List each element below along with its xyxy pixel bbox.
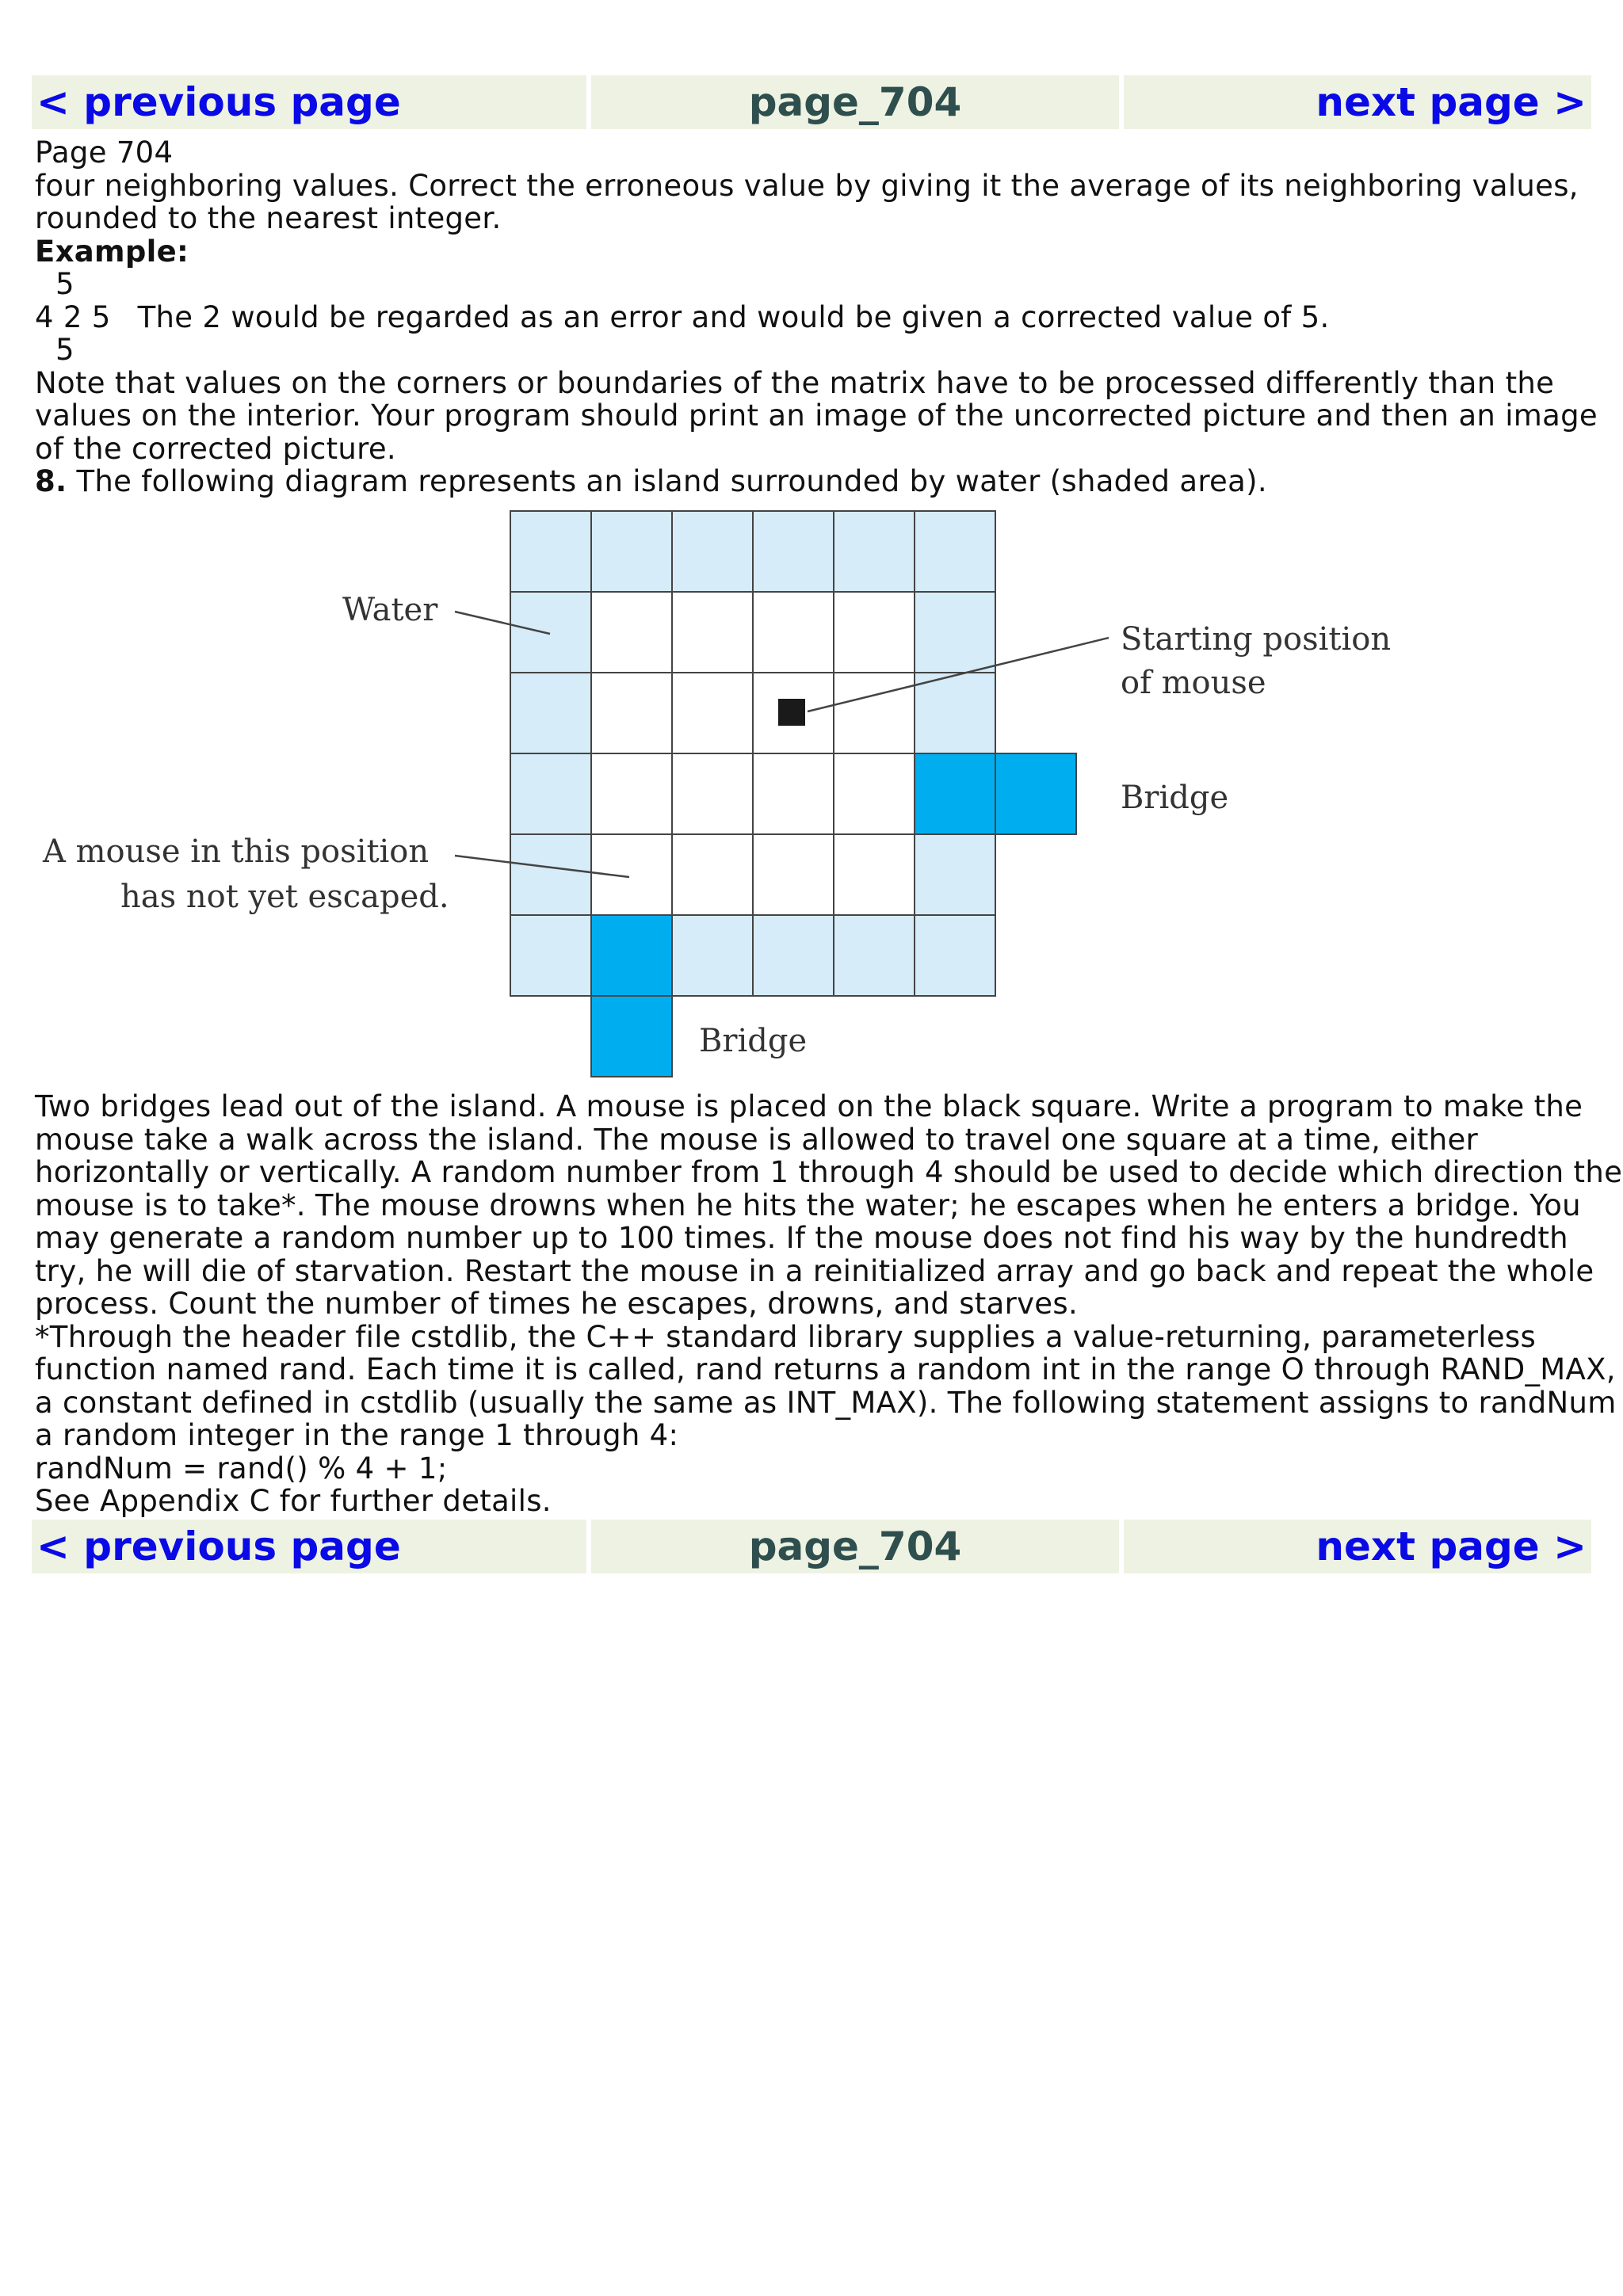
page-label: page_704	[591, 75, 1119, 129]
example-values: 4 2 5	[35, 299, 111, 334]
example-row	[35, 301, 1596, 334]
footnote-line: a constant defined in cstdlib (usually the same as INT_MAX). The following statement assigns to randNum	[35, 1385, 1617, 1420]
previous-page-link[interactable]: < previous page	[32, 75, 586, 129]
water-cell	[915, 511, 995, 592]
water-cell	[510, 753, 591, 834]
page-content-upper	[35, 136, 1596, 498]
starting-position-label-line2: of mouse	[1121, 665, 1266, 701]
water-cell	[591, 511, 672, 592]
page-number: Page 704	[35, 135, 174, 170]
paragraph-line: mouse is to take*. The mouse drowns when he hits the water; he escapes when he enters a bridge. You	[35, 1188, 1581, 1222]
example-explanation: The 2 would be regarded as an error and would be given a corrected value of 5.	[137, 299, 1330, 334]
bridge-extension-bottom	[591, 996, 672, 1077]
water-cell	[672, 915, 753, 996]
paragraph-line: Two bridges lead out of the island. A mouse is placed on the black square. Write a program to make the	[35, 1089, 1583, 1123]
water-cell	[753, 915, 834, 996]
example-bottom-value: 5	[55, 333, 74, 367]
paragraph-line: four neighboring values. Correct the erroneous value by giving it the average of its neighboring values,	[35, 168, 1579, 203]
footnote-line: See Appendix C for further details.	[35, 1484, 552, 1518]
water-cell	[915, 834, 995, 915]
mouse-marker	[778, 699, 805, 726]
footnote-line: a random integer in the range 1 through 4:	[35, 1418, 679, 1452]
next-page-link[interactable]: next page >	[1124, 75, 1591, 129]
exercise-text: The following diagram represents an island surrounded by water (shaded area).	[76, 464, 1267, 498]
paragraph-line: try, he will die of starvation. Restart the mouse in a reinitialized array and go back and repeat the whole	[35, 1253, 1594, 1288]
water-cell	[834, 511, 915, 592]
bridge-bottom-label: Bridge	[699, 1023, 808, 1059]
island-grid	[510, 511, 1076, 1077]
paragraph-line: mouse take a walk across the island. The mouse is allowed to travel one square at a time, either	[35, 1122, 1479, 1157]
water-cell	[834, 915, 915, 996]
mouse-position-label-line2: has not yet escaped.	[120, 879, 449, 915]
next-page-link[interactable]: next page >	[1124, 1520, 1591, 1573]
paragraph-line: process. Count the number of times he escapes, drowns, and starves.	[35, 1287, 1079, 1321]
water-cell	[915, 592, 995, 673]
bridge-extension-right	[995, 753, 1076, 834]
starting-position-label-line1: Starting position	[1121, 621, 1392, 658]
paragraph-line: rounded to the nearest integer.	[35, 201, 502, 235]
water-cell	[915, 915, 995, 996]
water-cell	[510, 592, 591, 673]
example-heading: Example:	[35, 234, 189, 269]
footnote-line: function named rand. Each time it is called, rand returns a random int in the range O through RAND_MAX,	[35, 1352, 1616, 1386]
paragraph-line: of the corrected picture.	[35, 431, 396, 466]
island-diagram-svg	[35, 495, 1398, 1081]
water-cell	[510, 673, 591, 753]
water-cell	[510, 834, 591, 915]
bottom-navigation-bar	[32, 1520, 1594, 1573]
exercise-number: 8.	[35, 464, 67, 498]
example-top-value: 5	[55, 267, 74, 301]
island-diagram	[35, 495, 1398, 1081]
code-line: randNum = rand() % 4 + 1;	[35, 1451, 448, 1486]
bridge-cell	[591, 915, 672, 996]
page-content-lower	[35, 1089, 1623, 1518]
top-navigation-bar	[32, 75, 1594, 129]
water-cell	[753, 511, 834, 592]
water-cell	[672, 511, 753, 592]
footnote-line: *Through the header file cstdlib, the C++ standard library supplies a value-returning, parameterless	[35, 1319, 1537, 1354]
paragraph-line: Note that values on the corners or boundaries of the matrix have to be processed differently than the	[35, 365, 1555, 400]
previous-page-link[interactable]: < previous page	[32, 1520, 586, 1573]
paragraph-line: values on the interior. Your program should print an image of the uncorrected picture and then an image	[35, 399, 1598, 433]
bridge-right-label: Bridge	[1121, 780, 1229, 816]
bridge-cell	[915, 753, 995, 834]
page-label: page_704	[591, 1520, 1119, 1573]
exercise-8-line	[35, 465, 1596, 498]
water-cell	[915, 673, 995, 753]
water-cell	[510, 511, 591, 592]
mouse-position-label-line1: A mouse in this position	[43, 833, 430, 870]
paragraph-line: horizontally or vertically. A random number from 1 through 4 should be used to decide which direction the	[35, 1155, 1623, 1189]
water-label: Water	[342, 592, 438, 628]
water-cell	[510, 915, 591, 996]
paragraph-line: may generate a random number up to 100 times. If the mouse does not find his way by the hundredth	[35, 1221, 1568, 1255]
